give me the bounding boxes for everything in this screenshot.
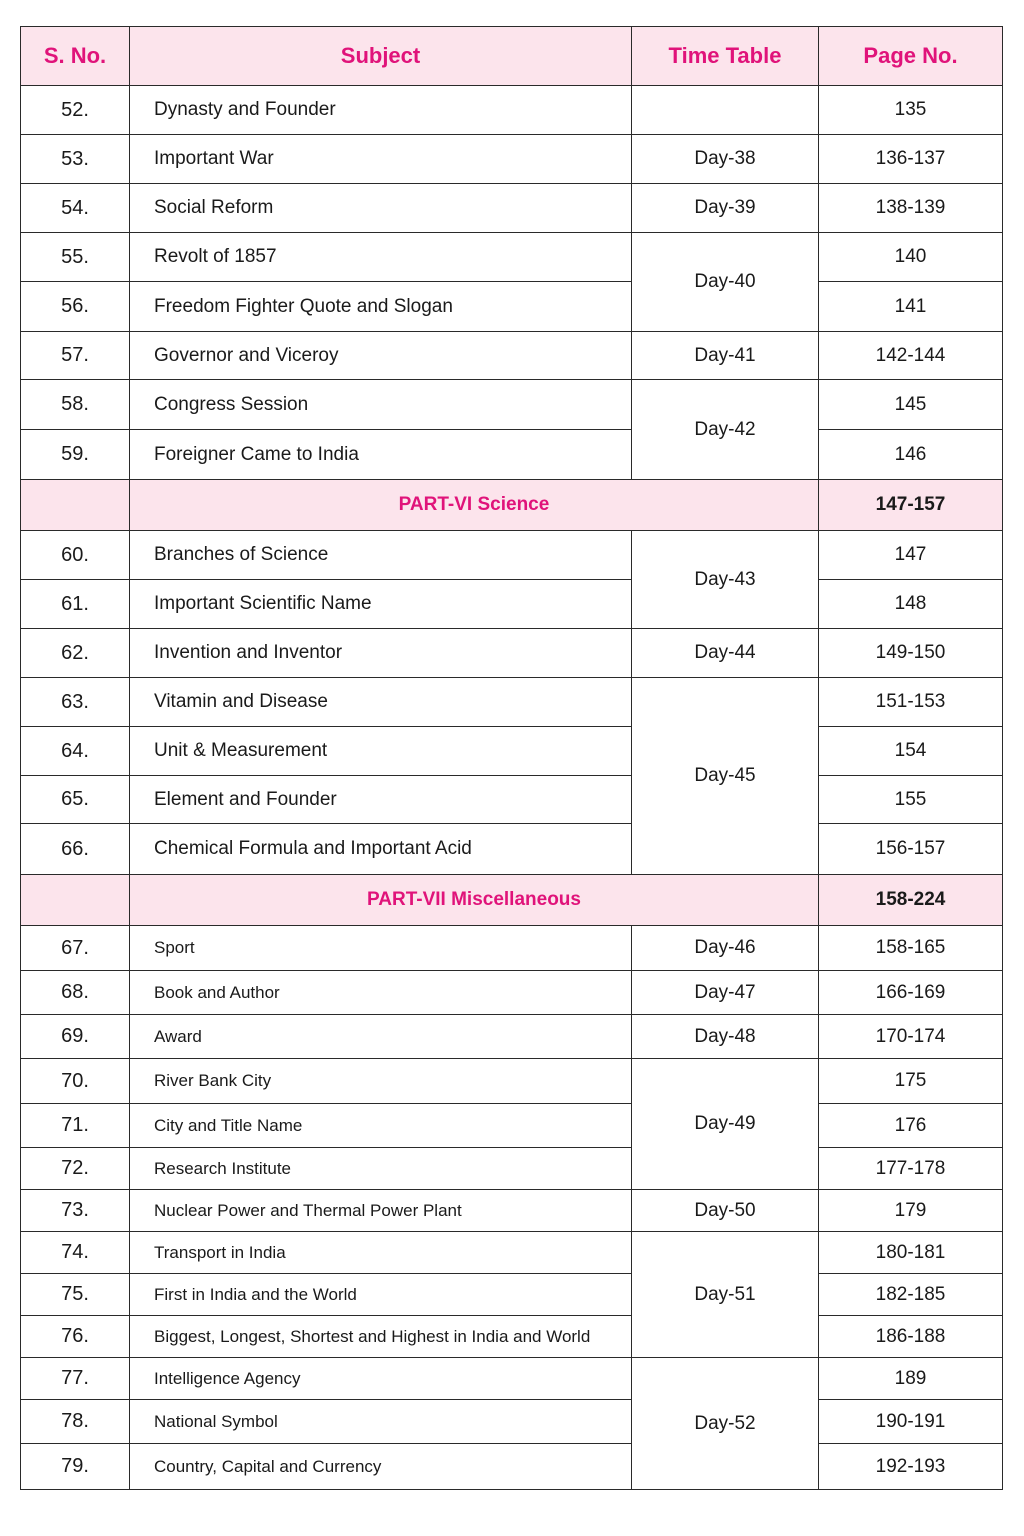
time-table-cell: Day-49 (632, 1059, 819, 1190)
serial-number: 56. (21, 282, 130, 332)
header-time-table: Time Table (632, 27, 819, 86)
part-sno-cell (21, 875, 130, 926)
table-row (21, 580, 1003, 629)
page-number: 189 (819, 1358, 1003, 1400)
page-number: 151-153 (819, 678, 1003, 727)
table-row (21, 824, 1003, 875)
part-sno-cell (21, 480, 130, 531)
table-row (21, 1104, 1003, 1148)
subject-cell: Important Scientific Name (130, 580, 632, 629)
table-row (21, 971, 1003, 1015)
subject-cell: Foreigner Came to India (130, 430, 632, 480)
table-row (21, 380, 1003, 430)
time-table-cell: Day-41 (632, 332, 819, 380)
part-page-range: 158-224 (819, 875, 1003, 926)
serial-number: 71. (21, 1104, 130, 1148)
serial-number: 73. (21, 1190, 130, 1232)
table-row (21, 332, 1003, 380)
header-sno: S. No. (21, 27, 130, 86)
page-number: 149-150 (819, 629, 1003, 678)
page-number: 175 (819, 1059, 1003, 1104)
page-number: 166-169 (819, 971, 1003, 1015)
serial-number: 53. (21, 135, 130, 184)
table-row (21, 926, 1003, 971)
serial-number: 52. (21, 86, 130, 135)
serial-number: 70. (21, 1059, 130, 1104)
contents-table (20, 26, 1003, 1490)
serial-number: 61. (21, 580, 130, 629)
page-number: 142-144 (819, 332, 1003, 380)
table-row (21, 86, 1003, 135)
subject-cell: Biggest, Longest, Shortest and Highest in India and World (130, 1316, 632, 1358)
page-number: 148 (819, 580, 1003, 629)
time-table-cell: Day-44 (632, 629, 819, 678)
page-number: 140 (819, 233, 1003, 282)
serial-number: 74. (21, 1232, 130, 1274)
page-number: 176 (819, 1104, 1003, 1148)
subject-cell: Invention and Inventor (130, 629, 632, 678)
page-number: 138-139 (819, 184, 1003, 233)
table-row (21, 776, 1003, 824)
subject-cell: Book and Author (130, 971, 632, 1015)
table-row (21, 1316, 1003, 1358)
table-row (21, 135, 1003, 184)
time-table-cell: Day-52 (632, 1358, 819, 1490)
serial-number: 67. (21, 926, 130, 971)
subject-cell: Important War (130, 135, 632, 184)
page-number: 170-174 (819, 1015, 1003, 1059)
header-page-no: Page No. (819, 27, 1003, 86)
page-number: 147 (819, 531, 1003, 580)
part-title: PART-VII Miscellaneous (130, 875, 819, 926)
table-row (21, 1232, 1003, 1274)
subject-cell: Social Reform (130, 184, 632, 233)
subject-cell: Chemical Formula and Important Acid (130, 824, 632, 875)
time-table-cell: Day-46 (632, 926, 819, 971)
time-table-cell: Day-40 (632, 233, 819, 332)
serial-number: 64. (21, 727, 130, 776)
subject-cell: Branches of Science (130, 531, 632, 580)
page-number: 135 (819, 86, 1003, 135)
page-number: 146 (819, 430, 1003, 480)
subject-cell: Nuclear Power and Thermal Power Plant (130, 1190, 632, 1232)
table-row (21, 1400, 1003, 1444)
subject-cell: Country, Capital and Currency (130, 1444, 632, 1490)
subject-cell: Sport (130, 926, 632, 971)
time-table-cell: Day-48 (632, 1015, 819, 1059)
page-number: 182-185 (819, 1274, 1003, 1316)
table-row (21, 184, 1003, 233)
serial-number: 60. (21, 531, 130, 580)
serial-number: 66. (21, 824, 130, 875)
table-row (21, 1148, 1003, 1190)
serial-number: 58. (21, 380, 130, 430)
serial-number: 65. (21, 776, 130, 824)
subject-cell: Freedom Fighter Quote and Slogan (130, 282, 632, 332)
table-row (21, 531, 1003, 580)
serial-number: 75. (21, 1274, 130, 1316)
subject-cell: Element and Founder (130, 776, 632, 824)
table-row (21, 1358, 1003, 1400)
serial-number: 78. (21, 1400, 130, 1444)
time-table-cell: Day-42 (632, 380, 819, 480)
serial-number: 54. (21, 184, 130, 233)
page-number: 192-193 (819, 1444, 1003, 1490)
page-number: 186-188 (819, 1316, 1003, 1358)
subject-cell: River Bank City (130, 1059, 632, 1104)
part-page-range: 147-157 (819, 480, 1003, 531)
subject-cell: First in India and the World (130, 1274, 632, 1316)
part-title: PART-VI Science (130, 480, 819, 531)
table-row (21, 727, 1003, 776)
part-heading-row (21, 480, 1003, 531)
page-number: 179 (819, 1190, 1003, 1232)
page-number: 145 (819, 380, 1003, 430)
page-number: 141 (819, 282, 1003, 332)
page-number: 136-137 (819, 135, 1003, 184)
serial-number: 55. (21, 233, 130, 282)
subject-cell: City and Title Name (130, 1104, 632, 1148)
header-row (21, 27, 1003, 86)
subject-cell: Award (130, 1015, 632, 1059)
time-table-cell: Day-38 (632, 135, 819, 184)
page-number: 154 (819, 727, 1003, 776)
subject-cell: Vitamin and Disease (130, 678, 632, 727)
part-heading-row (21, 875, 1003, 926)
table-row (21, 1015, 1003, 1059)
table-row (21, 1190, 1003, 1232)
page-number: 158-165 (819, 926, 1003, 971)
page-number: 177-178 (819, 1148, 1003, 1190)
serial-number: 68. (21, 971, 130, 1015)
table-row (21, 1444, 1003, 1490)
serial-number: 63. (21, 678, 130, 727)
page-number: 190-191 (819, 1400, 1003, 1444)
subject-cell: Unit & Measurement (130, 727, 632, 776)
serial-number: 72. (21, 1148, 130, 1190)
subject-cell: Research Institute (130, 1148, 632, 1190)
table-row (21, 629, 1003, 678)
page-number: 156-157 (819, 824, 1003, 875)
time-table-cell: Day-51 (632, 1232, 819, 1358)
subject-cell: National Symbol (130, 1400, 632, 1444)
time-table-cell: Day-50 (632, 1190, 819, 1232)
serial-number: 57. (21, 332, 130, 380)
subject-cell: Governor and Viceroy (130, 332, 632, 380)
table-row (21, 1274, 1003, 1316)
time-table-cell: Day-39 (632, 184, 819, 233)
subject-cell: Congress Session (130, 380, 632, 430)
serial-number: 79. (21, 1444, 130, 1490)
table-row (21, 282, 1003, 332)
subject-cell: Transport in India (130, 1232, 632, 1274)
subject-cell: Revolt of 1857 (130, 233, 632, 282)
time-table-cell: Day-45 (632, 678, 819, 875)
table-row (21, 430, 1003, 480)
table-row (21, 1059, 1003, 1104)
table-row (21, 678, 1003, 727)
serial-number: 59. (21, 430, 130, 480)
table-row (21, 233, 1003, 282)
header-subject: Subject (130, 27, 632, 86)
serial-number: 77. (21, 1358, 130, 1400)
time-table-cell: Day-43 (632, 531, 819, 629)
page-number: 180-181 (819, 1232, 1003, 1274)
page-number: 155 (819, 776, 1003, 824)
serial-number: 69. (21, 1015, 130, 1059)
subject-cell: Intelligence Agency (130, 1358, 632, 1400)
time-table-cell (632, 86, 819, 135)
serial-number: 62. (21, 629, 130, 678)
subject-cell: Dynasty and Founder (130, 86, 632, 135)
time-table-cell: Day-47 (632, 971, 819, 1015)
serial-number: 76. (21, 1316, 130, 1358)
